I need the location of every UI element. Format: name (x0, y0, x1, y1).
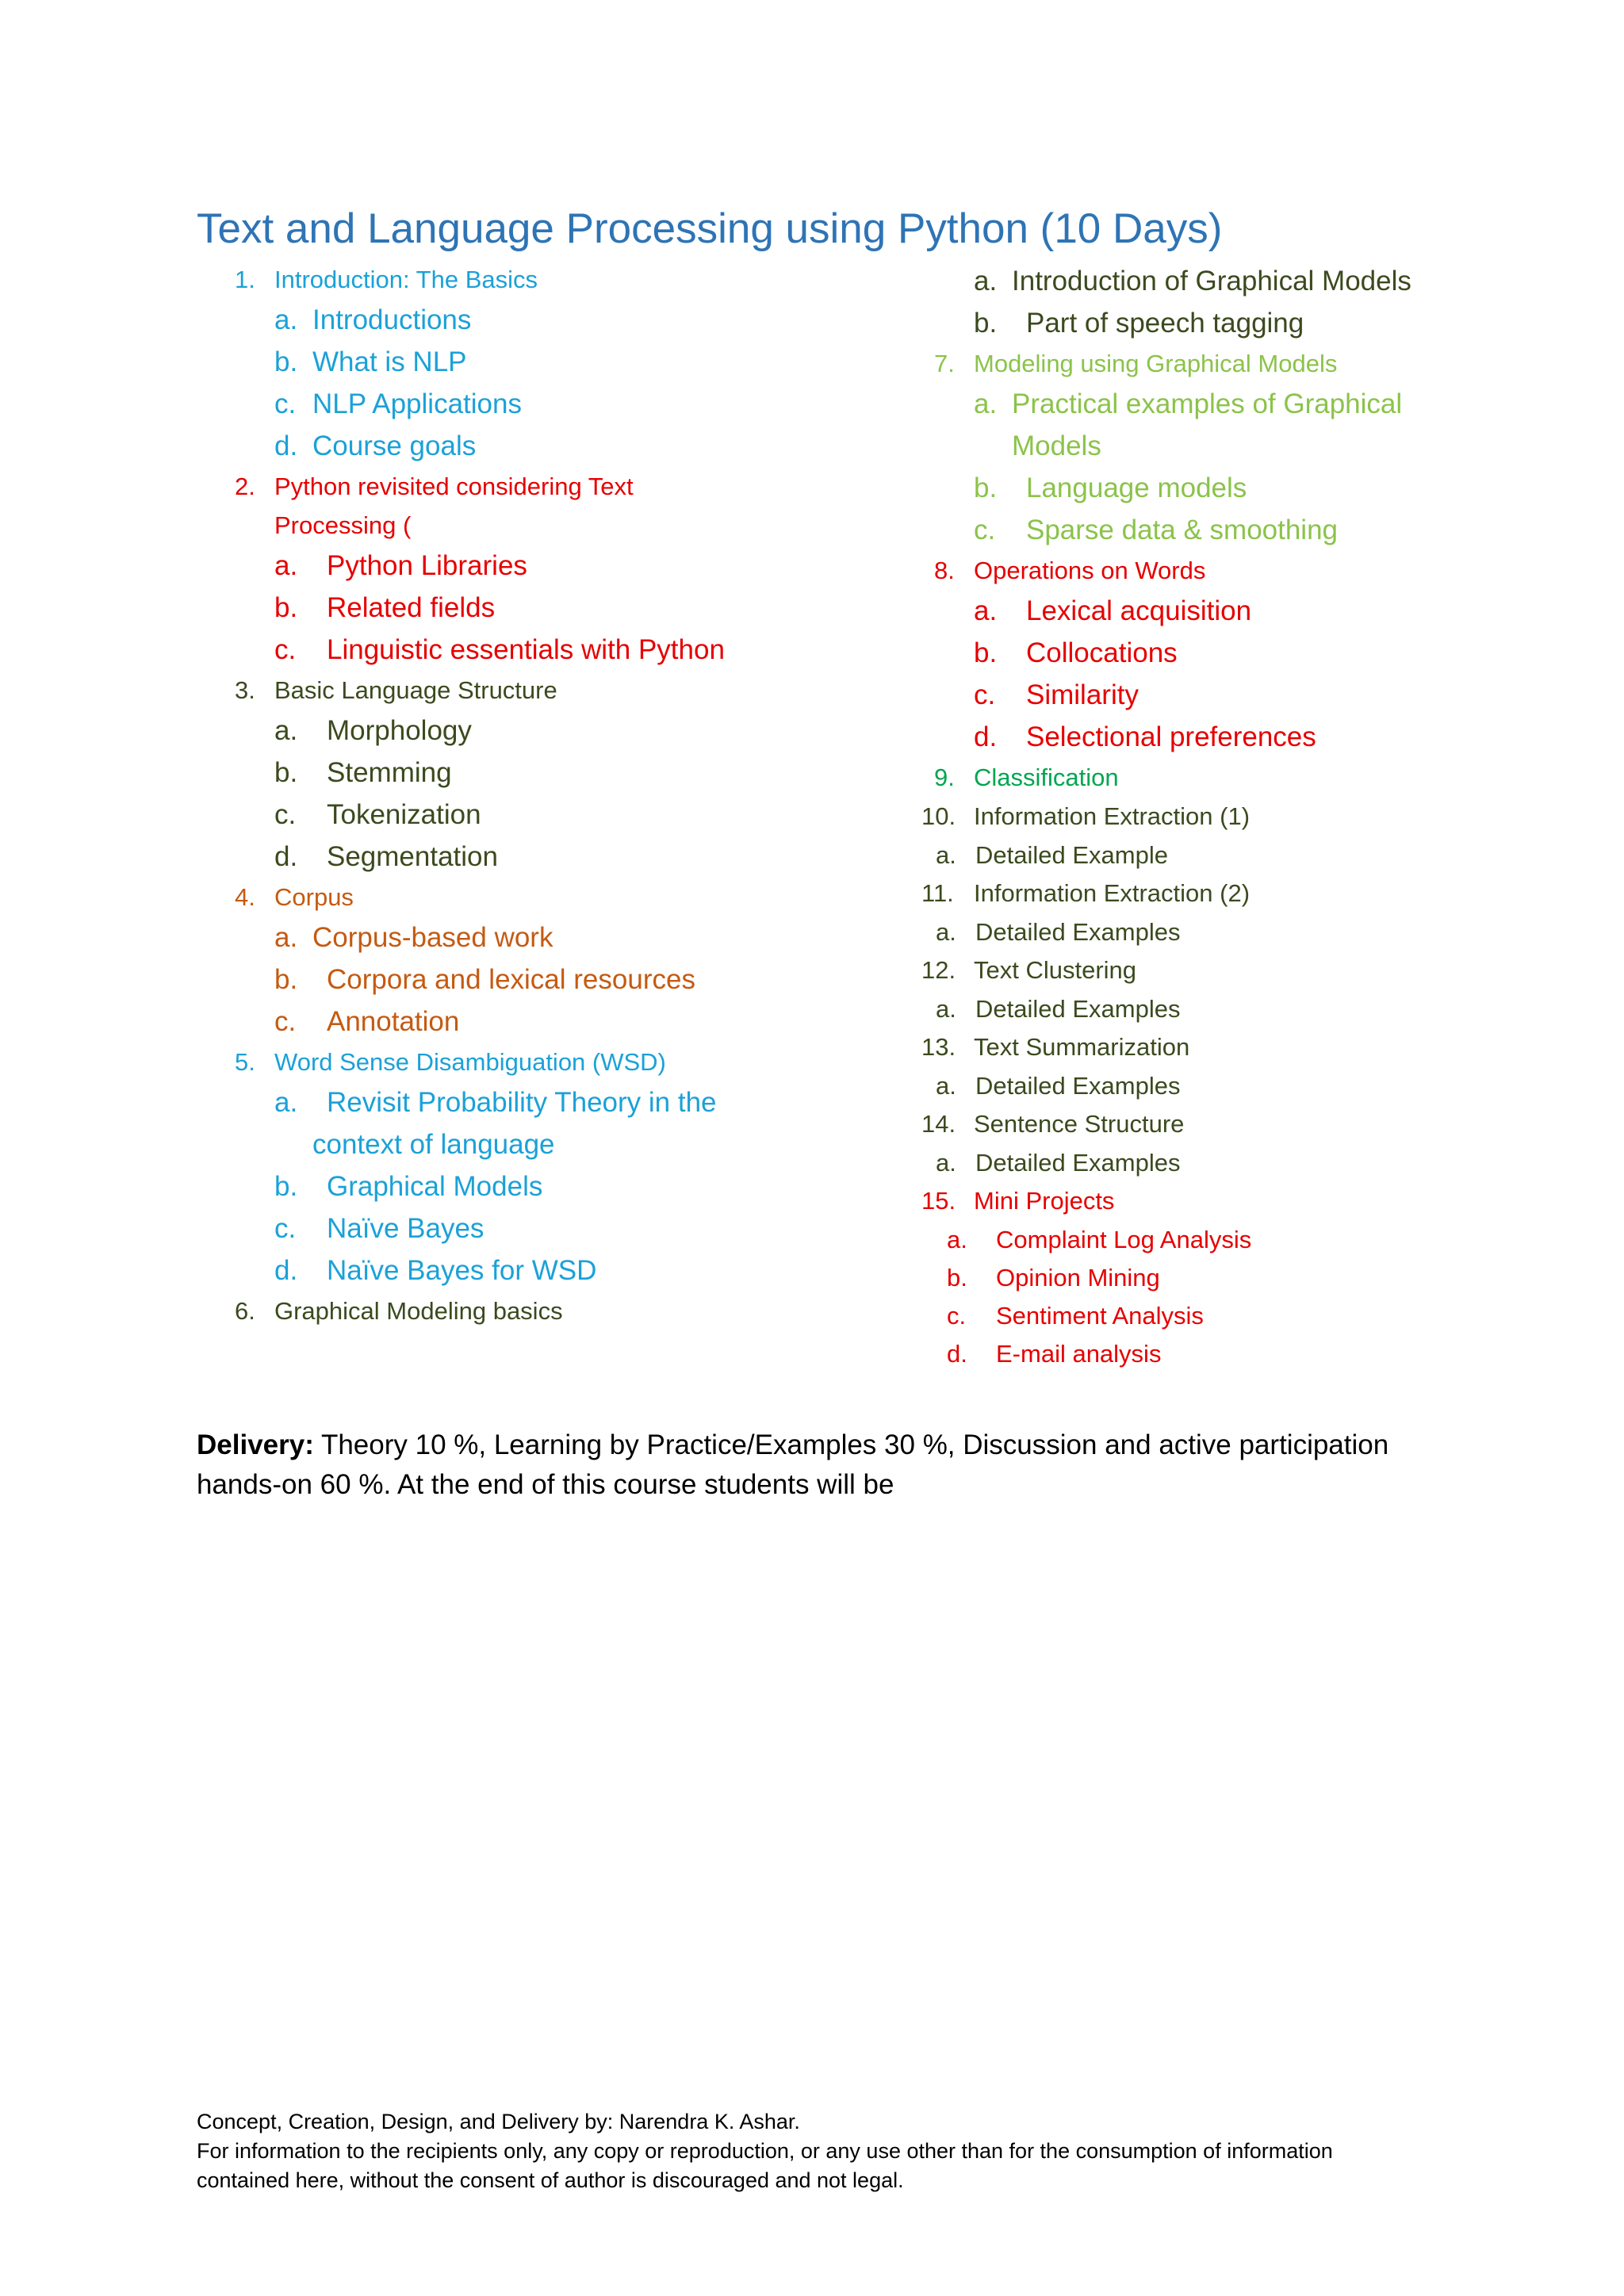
right-outline-item (896, 952, 1562, 989)
left-outline-item-text: Python revisited considering Text (274, 473, 634, 500)
left-outline-item (197, 385, 847, 424)
right-outline-item-number: 11. (921, 879, 954, 907)
left-outline-item (197, 588, 847, 628)
left-outline-item (197, 1251, 847, 1291)
right-outline-item-number: 13. (921, 1033, 956, 1061)
right-outline-item-text: Detailed Examples (975, 995, 1181, 1023)
left-outline-item (197, 427, 847, 466)
right-outline-item-number: a. (974, 266, 998, 297)
right-outline-item-number: 8. (934, 557, 955, 584)
right-outline-item-number: d. (974, 721, 998, 752)
right-outline-item-number: d. (947, 1340, 967, 1368)
right-outline-item (896, 837, 1562, 873)
left-outline-item (197, 879, 847, 916)
right-outline-item-text: Complaint Log Analysis (996, 1226, 1252, 1253)
left-outline-item-text: Annotation (327, 1006, 460, 1037)
right-outline-item-number: a. (974, 595, 998, 626)
right-outline-item (896, 760, 1562, 796)
left-outline-item (197, 507, 847, 544)
right-outline-item-text: Lexical acquisition (1026, 595, 1252, 626)
delivery-note (197, 1425, 1434, 1505)
right-outline-item-number: b. (974, 473, 998, 503)
delivery-label: Delivery: (197, 1429, 314, 1460)
right-outline-item (896, 718, 1562, 757)
right-outline-item-text: Collocations (1026, 637, 1178, 668)
right-outline-item (896, 591, 1562, 631)
right-outline-item-text: Detailed Examples (975, 918, 1181, 946)
left-outline-item-number: c. (274, 634, 297, 665)
left-outline-item-text: What is NLP (312, 346, 467, 377)
right-outline-item (896, 553, 1562, 589)
right-outline-item (896, 385, 1562, 424)
left-outline-item-text: Corpora and lexical resources (327, 964, 695, 995)
right-outline-item-text: Information Extraction (2) (974, 879, 1251, 907)
right-outline-item-number: 10. (921, 802, 956, 830)
left-outline-item-number: 6. (235, 1297, 255, 1325)
right-outline-item-text: Text Clustering (974, 956, 1137, 984)
left-outline-item (197, 1293, 847, 1330)
left-outline-item-text: Basic Language Structure (274, 676, 557, 704)
left-outline-item (197, 1083, 847, 1123)
left-outline-item-text: Graphical Modeling basics (274, 1297, 563, 1325)
left-outline-item-text: Naïve Bayes (327, 1213, 485, 1244)
right-outline-item (896, 875, 1562, 912)
left-outline-item-number: a. (274, 715, 298, 746)
left-outline-item-text: Course goals (312, 430, 477, 461)
right-outline-item-number: a. (936, 995, 956, 1023)
right-outline-item-number: a. (947, 1226, 967, 1253)
left-outline-item-text: Related fields (327, 592, 496, 623)
left-outline-item (197, 711, 847, 751)
right-outline-item-number: a. (936, 918, 956, 946)
right-outline-item-text: Sentence Structure (974, 1110, 1185, 1138)
left-outline-item (197, 342, 847, 382)
left-outline-item-text: Word Sense Disambiguation (WSD) (274, 1048, 666, 1076)
right-outline-item (896, 1106, 1562, 1142)
left-outline-item-text: Revisit Probability Theory in the (327, 1087, 717, 1118)
left-outline-item-number: a. (274, 304, 298, 335)
left-outline-item (197, 300, 847, 340)
right-outline-item-number: c. (974, 515, 996, 545)
right-outline-item-text: Information Extraction (1) (974, 802, 1251, 830)
left-outline-item-number: b. (274, 1171, 298, 1202)
right-outline-item (896, 1222, 1562, 1257)
right-outline-item-number: b. (974, 637, 998, 668)
left-outline-item-number: b. (274, 346, 298, 377)
left-outline-item-number: 5. (235, 1048, 255, 1076)
right-outline-item-number: c. (974, 679, 996, 710)
left-outline-item-text: Linguistic essentials with Python (327, 634, 725, 665)
right-outline-item (896, 1068, 1562, 1104)
right-outline-item-number: a. (936, 841, 956, 869)
left-outline-item (197, 1167, 847, 1207)
right-outline-item (896, 511, 1562, 550)
right-outline-item-text: Similarity (1026, 679, 1139, 710)
left-outline-item (197, 1044, 847, 1081)
right-outline-item (896, 1260, 1562, 1295)
right-outline-item-text: Detailed Examples (975, 1149, 1181, 1177)
right-outline-item-number: 15. (921, 1187, 956, 1215)
right-outline-item-number: 14. (921, 1110, 956, 1138)
left-outline-item-text: Processing ( (274, 511, 412, 539)
right-outline-item (896, 1298, 1562, 1334)
right-outline-item-text: Classification (974, 763, 1119, 791)
right-outline-item (896, 675, 1562, 715)
left-outline-item-number: 4. (235, 883, 255, 911)
right-outline-item-number: 9. (934, 763, 955, 791)
left-outline-item-text: Tokenization (327, 799, 481, 830)
footer (197, 2107, 1465, 2195)
right-outline-item-number: b. (974, 308, 998, 339)
left-outline-item-text: Introduction: The Basics (274, 266, 538, 293)
right-outline-item-number: 7. (934, 350, 955, 377)
right-outline-item-text: Language models (1026, 473, 1247, 503)
right-outline-item (896, 914, 1562, 950)
left-outline-item (197, 630, 847, 670)
right-outline-item-text: Detailed Example (975, 841, 1168, 869)
right-outline-item-text: Part of speech tagging (1026, 308, 1304, 339)
left-outline-item-text: Naïve Bayes for WSD (327, 1255, 597, 1286)
right-outline-item-text: Operations on Words (974, 557, 1206, 584)
right-outline-item-number: a. (936, 1072, 956, 1100)
left-outline-item (197, 1209, 847, 1249)
left-outline-item-text: Corpus (274, 883, 354, 911)
left-outline-item (197, 1002, 847, 1042)
right-outline-item (896, 304, 1562, 343)
left-outline-item-text: Introductions (312, 304, 472, 335)
right-outline-item (896, 991, 1562, 1027)
left-outline-item (197, 753, 847, 793)
left-outline-item-text: Segmentation (327, 841, 498, 872)
right-outline-item-text: E-mail analysis (996, 1340, 1162, 1368)
right-outline-item-number: 12. (921, 956, 956, 984)
footer-credit: Concept, Creation, Design, and Delivery by: Narendra K. Ashar. (197, 2110, 800, 2133)
left-outline-item-number: c. (274, 1213, 297, 1244)
left-outline-item (197, 795, 847, 835)
right-outline-item-text: Models (1012, 430, 1101, 461)
left-outline-item-number: 1. (235, 266, 255, 293)
left-outline-item (197, 469, 847, 505)
left-outline-item-text: context of language (312, 1129, 555, 1160)
right-outline-item-text: Opinion Mining (996, 1264, 1160, 1292)
right-outline-item-number: a. (936, 1149, 956, 1177)
left-outline-item (197, 918, 847, 958)
right-outline-item-number: c. (947, 1302, 967, 1330)
left-outline-item-text: Stemming (327, 757, 452, 788)
right-outline-item (896, 1145, 1562, 1181)
right-outline-item-text: Text Summarization (974, 1033, 1190, 1061)
left-outline-item-number: d. (274, 841, 298, 872)
left-outline-item (197, 262, 847, 298)
left-outline-item-number: b. (274, 757, 298, 788)
left-outline-item-number: 2. (235, 473, 255, 500)
right-outline-item (896, 427, 1562, 466)
delivery-text: Theory 10 %, Learning by Practice/Examples 30 %, Discussion and active participation hands-on 60 %. At the end of this course students will be (197, 1429, 1389, 1500)
left-outline-item-number: c. (274, 388, 297, 419)
right-outline-item (896, 262, 1562, 301)
left-outline-item-number: 3. (235, 676, 255, 704)
footer-disclaimer-line-2: contained here, without the consent of author is discouraged and not legal. (197, 2168, 904, 2192)
right-outline-item-text: Practical examples of Graphical (1012, 388, 1403, 419)
left-outline-item-number: a. (274, 922, 298, 953)
right-outline-item-text: Sparse data & smoothing (1026, 515, 1339, 545)
right-outline-item (896, 798, 1562, 835)
right-outline-item (896, 346, 1562, 382)
right-outline-item-text: Introduction of Graphical Models (1012, 266, 1411, 297)
left-outline-item-number: c. (274, 1006, 297, 1037)
right-outline-item (896, 1336, 1562, 1372)
right-outline-item-number: b. (947, 1264, 967, 1292)
right-outline-item-text: Mini Projects (974, 1187, 1115, 1215)
left-outline-item-text: Corpus-based work (312, 922, 553, 953)
right-outline-item (896, 1183, 1562, 1219)
footer-disclaimer-line-1: For information to the recipients only, any copy or reproduction, or any use other than for the consumption of information (197, 2139, 1333, 2163)
left-outline-item-number: d. (274, 1255, 298, 1286)
left-outline-item-text: Python Libraries (327, 550, 527, 581)
page-title: Text and Language Processing using Python (10 Days) (197, 205, 1223, 252)
left-outline-item-text: NLP Applications (312, 388, 522, 419)
left-outline-item (197, 960, 847, 1000)
right-outline-item-text: Modeling using Graphical Models (974, 350, 1338, 377)
right-outline-item-number: a. (974, 388, 998, 419)
right-outline-item (896, 469, 1562, 508)
right-outline-item (896, 633, 1562, 673)
left-outline-item (197, 546, 847, 586)
left-outline-item-text: Graphical Models (327, 1171, 543, 1202)
left-outline-item-number: d. (274, 430, 298, 461)
right-outline-item-text: Detailed Examples (975, 1072, 1181, 1100)
left-outline-item-number: a. (274, 550, 298, 581)
left-outline-item-text: Morphology (327, 715, 472, 746)
left-outline-item-number: b. (274, 592, 298, 623)
right-outline-item-text: Selectional preferences (1026, 721, 1316, 752)
right-outline-item (896, 1029, 1562, 1066)
left-outline-item (197, 837, 847, 877)
left-outline-item-number: a. (274, 1087, 298, 1118)
right-outline-item-text: Sentiment Analysis (996, 1302, 1204, 1330)
left-outline-item-number: b. (274, 964, 298, 995)
left-outline-item-number: c. (274, 799, 297, 830)
left-outline-item (197, 1125, 847, 1165)
left-outline-item (197, 672, 847, 709)
